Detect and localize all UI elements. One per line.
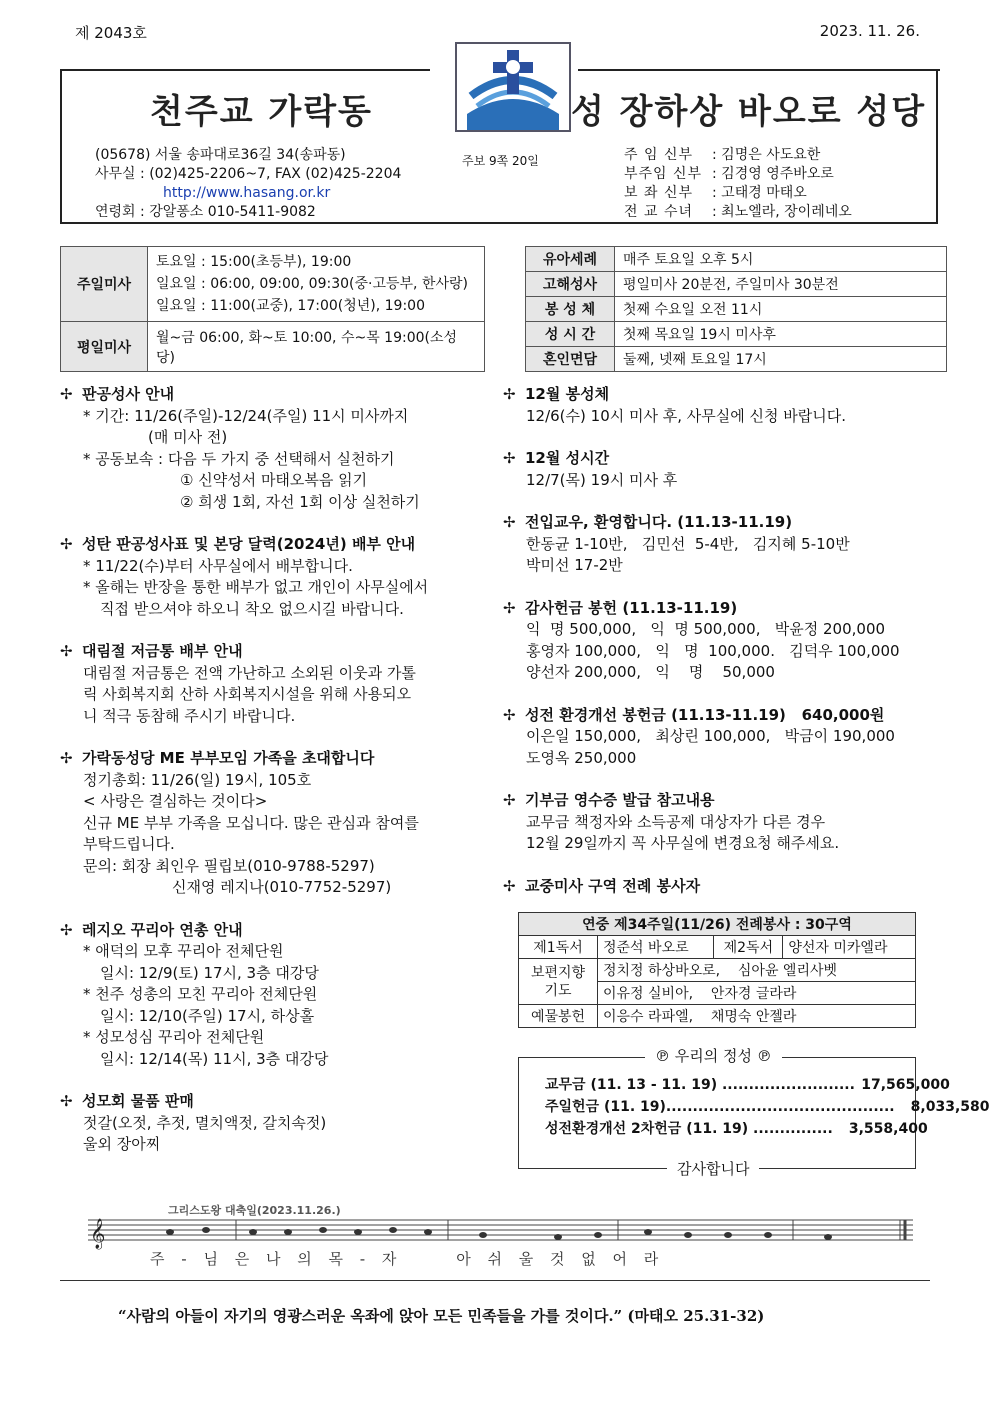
cross-icon: ✢	[60, 1092, 73, 1110]
section-title: ✢ 성탄 판공성사표 및 본당 달력(2024년) 배부 안내	[60, 534, 500, 556]
section-title: ✢ 전입교우, 환영합니다. (11.13-11.19)	[503, 512, 933, 534]
right-column: ✢ 12월 봉성체 12/6(수) 10시 미사 후, 사무실에 신청 바랍니다. ✢ 12월 성시간 12/7(목) 19시 미사 후 ✢ 전입교우, 환영합니다. (11.13-11.19) 한동균 1-10반, 김민선 5-4반, 김지혜 5-10반 박미선 17-2반 ✢ 감사헌금 봉헌 (11.13-11.19) 익 명 500,000, 익 명 500,000, 박윤정 200,000 홍영자 100,000, 익 명 100,000. 김덕우 100,000 양선자 200,000, 익 명 50,000 ✢ 성전 환경개선 봉헌금 (11.13-11.19) 640,000원 이은일 150,000, 최상린 100,000, 박금이 190,000 도영옥 250,000 ✢ 기부금 영수증 발급 참고내용 교무금 책정자와 소득공제 대상자가 다른 경우 12월 29일까지 꼭 사무실에 변경요청 해주세요. ✢ 교중미사 구역 전례 봉사자	[503, 384, 933, 897]
clergy-row: 주 임 신부 : 김명은 사도요한	[624, 147, 821, 163]
scripture-quote: “사람의 아들이 자기의 영광스러운 옥좌에 앉아 모든 민족들을 가를 것이다.” (마태오 25.31-32)	[118, 1307, 765, 1325]
liturgy-servers-table: 연중 제34주일(11/26) 전례봉사 : 30구역 제1독서 정준석 바오로 제2독서 양선자 미카엘라 보편지향 기도 정치정 하상바오로, 심아윤 엘리사벳 이유정 실비아, 안자경 글라라 예물봉헌 이응수 라파엘, 채명숙 안젤라	[518, 912, 916, 1028]
clergy-list	[624, 146, 852, 222]
sunday-mass-label: 주일미사	[61, 247, 148, 322]
section-title: ✢ 12월 봉성체	[503, 384, 933, 406]
section-title: ✢ 12월 성시간	[503, 448, 933, 470]
cross-icon: ✢	[503, 385, 516, 403]
servers-header: 연중 제34주일(11/26) 전례봉사 : 30구역	[519, 913, 916, 936]
thanks-text: 감사합니다	[667, 1158, 759, 1179]
parish-logo-icon	[455, 42, 571, 132]
footer-rule	[60, 1280, 930, 1281]
mass-schedule-table: 주일미사 토요일 : 15:00(초등부), 19:00 일요일 : 06:00, 09:00, 09:30(중·고등부, 한사랑) 일요일 : 11:00(교중), 17:00(청년), 19:00 유아세례 매주 토요일 오후 5시 고해성사 평일미사 20분전, 주일미사 30분전 봉 성 체 첫째 수요일 오전 11시 평일미사 월~금 06:00, 화~토 10:00, 수~목 19:00(소성당) 성 시 간 첫째 목요일 19시 미사후 혼인면담 둘째, 넷째 토요일 17시	[60, 246, 947, 372]
section-title: ✢ 판공성사 안내	[60, 384, 500, 406]
section-title: ✢ 성모회 물품 판매	[60, 1091, 500, 1113]
section-title: ✢ 교중미사 구역 전례 봉사자	[503, 876, 933, 898]
score-lyrics: 주 - 님 은 나 의 목 - 자 아 쉬 울 것 없 어 라	[150, 1250, 665, 1268]
jubo-note: 주보 9쪽 20일	[462, 154, 539, 168]
weekday-mass-times: 월~금 06:00, 화~토 10:00, 수~목 19:00(소성당)	[148, 322, 485, 372]
cross-icon: ✢	[503, 449, 516, 467]
clergy-row: 전 교 수녀 : 최노엘라, 장이레네오	[624, 204, 852, 220]
offering-title: ℗ 우리의 정성 ℗	[645, 1045, 782, 1066]
issue-date: 2023. 11. 26.	[819, 22, 920, 40]
clergy-row: 보 좌 신부 : 고태경 마태오	[624, 185, 807, 201]
section-title: ✢ 레지오 꾸리아 연총 안내	[60, 920, 500, 942]
website-link[interactable]: http://www.hasang.or.kr	[163, 185, 331, 201]
weekday-mass-label: 평일미사	[61, 322, 148, 372]
cross-icon: ✢	[60, 642, 73, 660]
cross-icon: ✢	[60, 749, 73, 767]
issue-number: 제 2043호	[75, 24, 147, 42]
parish-name-left: 천주교 가락동	[150, 92, 373, 132]
section-title: ✢ 대림절 저금통 배부 안내	[60, 641, 500, 663]
address: (05678) 서울 송파대로36길 34(송파동)	[95, 147, 346, 163]
section-title: ✢ 기부금 영수증 발급 참고내용	[503, 790, 933, 812]
cross-icon: ✢	[503, 513, 516, 531]
contact-block	[95, 146, 401, 222]
union-contact: 연령회 : 강알퐁소 010-5411-9082	[95, 204, 316, 220]
left-column: ✢ 판공성사 안내 * 기간: 11/26(주일)-12/24(주일) 11시 미사까지 (매 미사 전) * 공동보속 : 다음 두 가지 중 선택해서 실천하기 ① 신약성서 마태오복음 읽기 ② 희생 1회, 자선 1회 이상 실천하기 ✢ 성탄 판공성사표 및 본당 달력(2024년) 배부 안내 * 11/22(수)부터 사무실에서 배부합니다. * 올해는 반장을 통한 배부가 없고 개인이 사무실에서 직접 받으셔야 하오니 착오 없으시길 바랍니다. ✢ 대림절 저금통 배부 안내 대림절 저금통은 전액 가난하고 소외된 이웃과 가톨 릭 사회복지회 산하 사회복지시설을 위해 사용되오 니 적극 동참해 주시기 바랍니다. ✢ 가락동성당 ME 부부모임 가족을 초대합니다 정기총회: 11/26(일) 19시, 105호 < 사랑은 결심하는 것이다> 신규 ME 부부 가족을 모십니다. 많은 관심과 참여를 부탁드립니다. 문의: 회장 최인우 필립보(010-9788-5297) 신재영 레지나(010-7752-5297) ✢ 레지오 꾸리아 연총 안내 * 애덕의 모후 꾸리아 전체단원 일시: 12/9(토) 17시, 3층 대강당 * 천주 성총의 모친 꾸리아 전체단원 일시: 12/10(주일) 17시, 하상홀 * 성모성심 꾸리아 전체단원 일시: 12/14(목) 11시, 3층 대강당 ✢ 성모회 물품 판매 젓갈(오젓, 추젓, 멸치액젓, 갈치속젓) 울외 장아찌	[60, 384, 500, 1156]
cross-icon: ✢	[60, 535, 73, 553]
section-title: ✢ 감사헌금 봉헌 (11.13-11.19)	[503, 598, 933, 620]
office-phone: 사무실 : (02)425-2206~7, FAX (02)425-2204	[95, 166, 402, 182]
offering-lines: 교무금 (11. 13 - 11. 19) ......................... 17,565,000 주일헌금 (11. 19)........................................... 8,033,580 성전환경개선 2차헌금 (11. 19) ............... 3,558,400	[545, 1077, 990, 1137]
music-score	[88, 1198, 913, 1268]
cross-icon: ✢	[503, 876, 516, 895]
score-title: 그리스도왕 대축일(2023.11.26.)	[168, 1204, 341, 1217]
section-title: ✢ 성전 환경개선 봉헌금 (11.13-11.19) 640,000원	[503, 705, 933, 727]
section-title: ✢ 가락동성당 ME 부부모임 가족을 초대합니다	[60, 748, 500, 770]
cross-icon: ✢	[60, 920, 73, 939]
header-rule-left	[60, 69, 430, 71]
parish-name-right: 성 장하상 바오로 성당	[571, 92, 927, 132]
cross-icon: ✢	[503, 705, 516, 724]
clergy-row: 부주임 신부 : 김경영 영주바오로	[624, 166, 834, 182]
cross-icon: ✢	[503, 791, 516, 809]
svg-text:𝄞: 𝄞	[90, 1219, 106, 1249]
cross-icon: ✢	[503, 598, 516, 617]
cross-icon: ✢	[60, 385, 73, 403]
sunday-mass-times: 토요일 : 15:00(초등부), 19:00 일요일 : 06:00, 09:00, 09:30(중·고등부, 한사랑) 일요일 : 11:00(교중), 17:00(청년), 19:00	[148, 247, 485, 322]
header-rule-right	[578, 69, 940, 71]
